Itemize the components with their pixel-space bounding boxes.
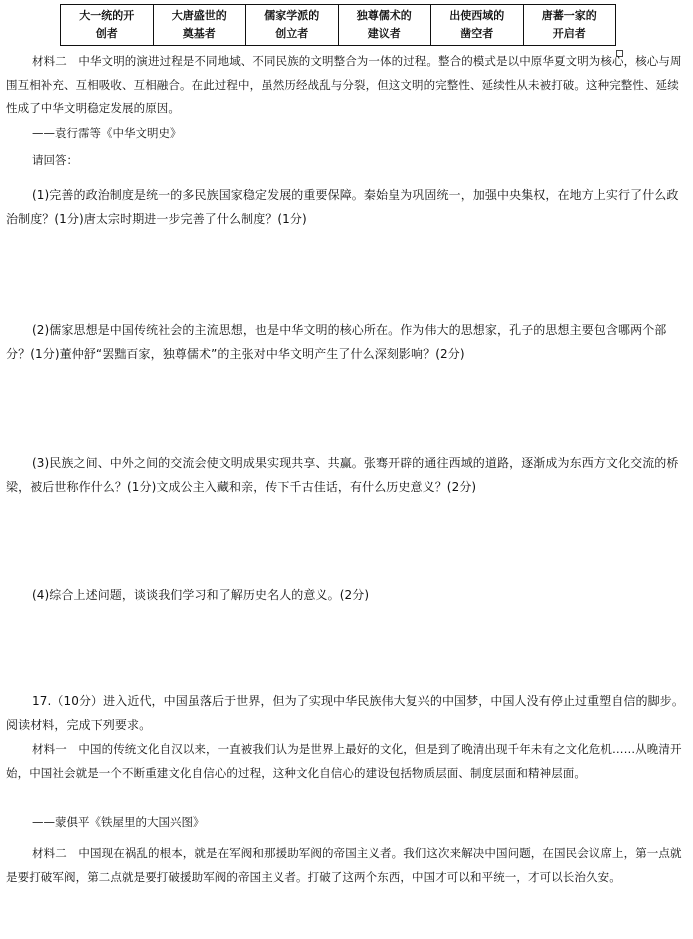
table-cell: 大一统的开 创者	[61, 5, 154, 46]
table-row	[61, 5, 616, 46]
q17-material-1-source: ——蒙俱平《铁屋里的大国兴图》	[32, 815, 205, 829]
q17-material-1: 材料一 中国的传统文化自汉以来，一直被我们认为是世界上最好的文化，但是到了晚清出现千年未有之文化危机……从晚清开始，中国社会就是一个不断重建文化自信心的过程，这种文化自信心的建设包括物质层面、制度层面和精神层面。	[6, 742, 682, 780]
question-17-intro: 17.（10分）进入近代，中国虽落后于世界，但为了实现中华民族伟大复兴的中国梦，中国人没有停止过重塑自信的脚步。阅读材料，完成下列要求。	[6, 694, 684, 732]
table-cell: 唐蕃一家的 开启者	[523, 5, 616, 46]
material-2-source: ——袁行霈等《中华文明史》	[32, 126, 182, 140]
question-3: (3)民族之间、中外之间的交流会使文明成果实现共享、共赢。张骞开辟的通往西域的道路，逐渐成为东西方文化交流的桥梁，被后世称作什么？(1分)文成公主入藏和亲，传下千古佳话，有什么历史意义？(2分)	[6, 456, 679, 494]
table-cell: 独尊儒术的 建议者	[338, 5, 431, 46]
table-cell: 大唐盛世的 奠基者	[153, 5, 246, 46]
question-1: (1)完善的政治制度是统一的多民族国家稳定发展的重要保障。秦始皇为巩固统一，加强中央集权，在地方上实行了什么政治制度？(1分)唐太宗时期进一步完善了什么制度？(1分)	[6, 188, 679, 226]
question-4: (4)综合上述问题，谈谈我们学习和了解历史名人的意义。(2分)	[32, 588, 370, 602]
q17-material-2: 材料二 中国现在祸乱的根本，就是在军阀和那援助军阀的帝国主义者。我们这次来解决中国问题，在国民会议席上，第一点就是要打破军阀，第二点就是要打破援助军阀的帝国主义者。打破了这两个东西，中国才可以和平统一，才可以长治久安。	[6, 846, 682, 884]
answer-prompt: 请回答：	[32, 153, 78, 167]
question-2: (2)儒家思想是中国传统社会的主流思想，也是中华文明的核心所在。作为伟大的思想家，孔子的思想主要包含哪两个部分？(1分)董仲舒“罢黜百家，独尊儒术”的主张对中华文明产生了什么深刻影响？(2分)	[6, 323, 667, 361]
table-cell: 出使西域的 凿空者	[431, 5, 524, 46]
figures-table	[60, 4, 616, 46]
table-cell: 儒家学派的 创立者	[246, 5, 339, 46]
material-2-text: 材料二 中华文明的演进过程是不同地域、不同民族的文明整合为一体的过程。整合的模式是以中原华夏文明为核心，核心与周围互相补充、互相吸收、互相融合。在此过程中，虽然历经战乱与分裂，但这文明的完整性、延续性从未被打破。这种完整性、延续性成了中华文明稳定发展的原因。	[6, 54, 682, 115]
